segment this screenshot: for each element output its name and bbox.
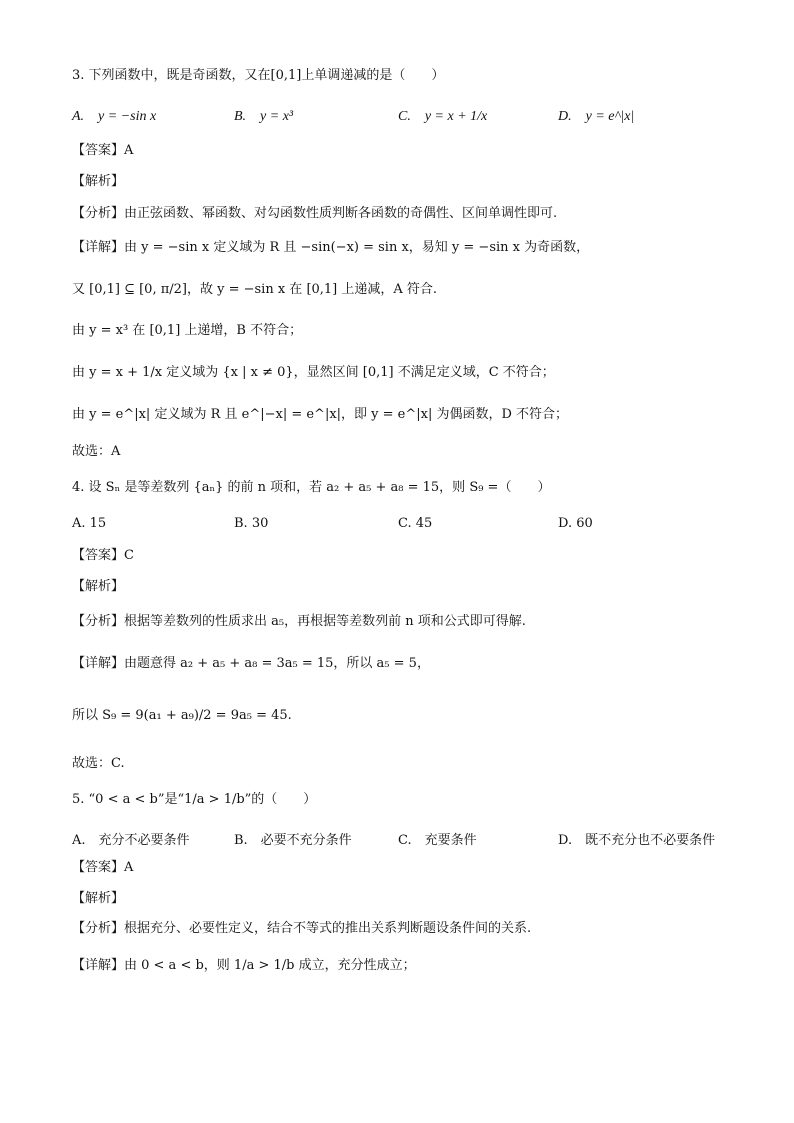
q3-stem: 3. 下列函数中，既是奇函数，又在[0,1]上单调递减的是（ ） xyxy=(72,68,445,83)
q4-stem: 4. 设 Sₙ 是等差数列 {aₙ} 的前 n 项和，若 a₂ + a₅ + a₈ = 15，则 S₉ =（ ） xyxy=(72,480,551,495)
q4-option-c: C. 45 xyxy=(398,516,433,531)
q3-option-d: D. y = e^|x| xyxy=(558,109,635,124)
q3-detail-line: 由 y = e^|x| 定义域为 R 且 e^|−x| = e^|x|，即 y = e^|x| 为偶函数，D 不符合； xyxy=(72,407,569,422)
q5-option-c: C. 充要条件 xyxy=(398,833,477,848)
q3-option-a: A. y = −sin x xyxy=(72,109,157,124)
q4-analysis: 【分析】根据等差数列的性质求出 a₅，再根据等差数列前 n 项和公式即可得解. xyxy=(72,614,526,629)
q3-jiexi-label: 【解析】 xyxy=(72,174,125,189)
q4-jiexi-label: 【解析】 xyxy=(72,579,125,594)
q4-option-a: A. 15 xyxy=(72,516,107,531)
q5-jiexi-label: 【解析】 xyxy=(72,891,125,906)
q5-detail-line: 【详解】由 0 < a < b，则 1/a > 1/b 成立，充分性成立； xyxy=(72,958,416,973)
q3-analysis: 【分析】由正弦函数、幂函数、对勾函数性质判断各函数的奇偶性、区间单调性即可. xyxy=(72,206,558,221)
q3-option-c: C. y = x + 1/x xyxy=(398,109,488,124)
q3-answer: 【答案】A xyxy=(72,143,134,158)
q4-option-d: D. 60 xyxy=(558,516,593,531)
q4-option-b: B. 30 xyxy=(234,516,269,531)
q4-conclusion: 故选：C. xyxy=(72,756,125,771)
q5-option-b: B. 必要不充分条件 xyxy=(234,833,352,848)
q3-detail-line: 【详解】由 y = −sin x 定义域为 R 且 −sin(−x) = sin x，易知 y = −sin x 为奇函数， xyxy=(72,240,590,255)
q4-detail-line: 所以 S₉ = 9(a₁ + a₉)/2 = 9a₅ = 45. xyxy=(72,708,292,723)
q3-detail-line: 由 y = x + 1/x 定义域为 {x | x ≠ 0}，显然区间 [0,1] 不满足定义域，C 不符合； xyxy=(72,365,555,380)
q3-detail-line: 由 y = x³ 在 [0,1] 上递增，B 不符合； xyxy=(72,323,303,338)
q5-option-a: A. 充分不必要条件 xyxy=(72,833,190,848)
q5-stem: 5. “0 < a < b”是“1/a > 1/b”的（ ） xyxy=(72,792,317,807)
q4-answer: 【答案】C xyxy=(72,548,134,563)
q3-conclusion: 故选：A xyxy=(72,444,121,459)
q5-option-d: D. 既不充分也不必要条件 xyxy=(558,833,716,848)
q5-analysis: 【分析】根据充分、必要性定义，结合不等式的推出关系判断题设条件间的关系. xyxy=(72,921,532,936)
q3-option-b: B. y = x³ xyxy=(234,109,294,124)
q5-answer: 【答案】A xyxy=(72,860,134,875)
q3-detail-line: 又 [0,1] ⊆ [0, π/2]，故 y = −sin x 在 [0,1] 上递减，A 符合. xyxy=(72,282,438,297)
q4-detail-line: 【详解】由题意得 a₂ + a₅ + a₈ = 3a₅ = 15，所以 a₅ = 5， xyxy=(72,656,430,671)
